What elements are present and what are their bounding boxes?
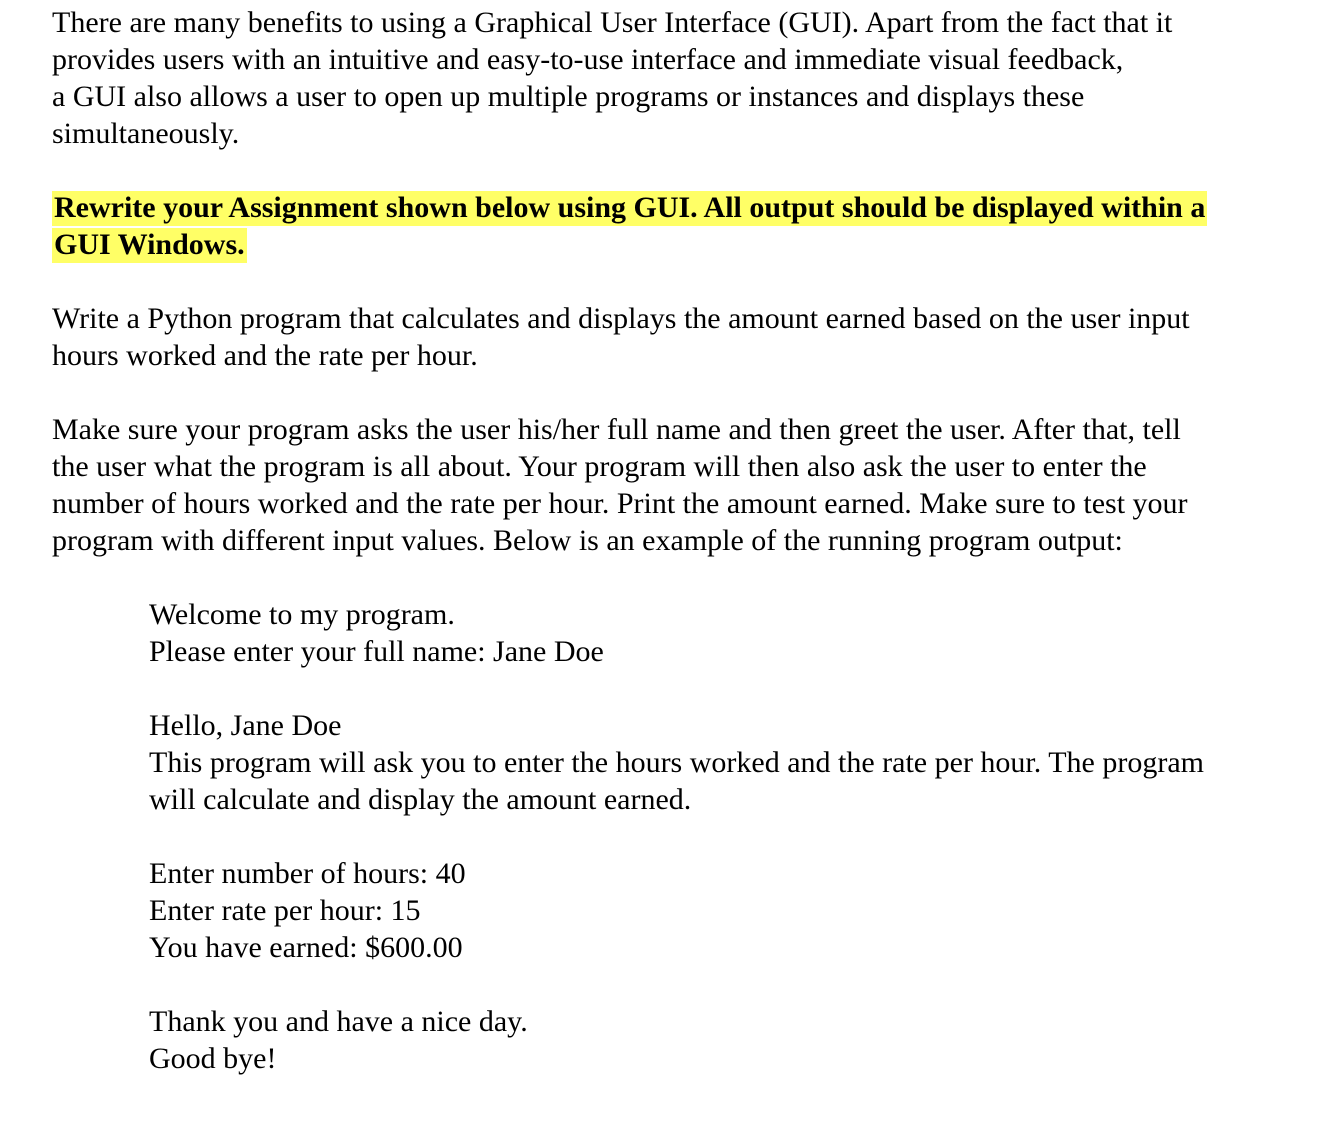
example-line: Hello, Jane Doe xyxy=(149,709,342,742)
example-line: Enter rate per hour: 15 xyxy=(149,894,421,927)
instructions-paragraph xyxy=(52,411,1292,559)
example-line: Enter number of hours: 40 xyxy=(149,857,466,890)
highlighted-line: Rewrite your Assignment shown below using GUI. All output should be displayed within a xyxy=(54,191,1206,224)
example-line: Welcome to my program. xyxy=(149,598,455,631)
example-greeting-block xyxy=(149,707,1292,818)
intro-line: provides users with an intuitive and easy-to-use interface and immediate visual feedback, xyxy=(52,43,1124,76)
example-calculation-block xyxy=(149,855,1292,966)
intro-paragraph xyxy=(52,4,1292,152)
instruction-line: program with different input values. Below is an example of the running program output: xyxy=(52,524,1123,557)
example-line: You have earned: $600.00 xyxy=(149,931,463,964)
task-line: hours worked and the rate per hour. xyxy=(52,339,478,372)
intro-line: simultaneously. xyxy=(52,117,240,150)
example-line: Good bye! xyxy=(149,1042,277,1075)
example-goodbye-block xyxy=(149,1003,1292,1077)
instruction-line: number of hours worked and the rate per hour. Print the amount earned. Make sure to test your xyxy=(52,487,1188,520)
instruction-line: Make sure your program asks the user his/her full name and then greet the user. After that, tell xyxy=(52,413,1181,446)
instruction-line: the user what the program is all about. Your program will then also ask the user to enter the xyxy=(52,450,1147,483)
example-line: Please enter your full name: Jane Doe xyxy=(149,635,604,668)
example-output xyxy=(149,596,1292,1077)
highlighted-line: GUI Windows. xyxy=(54,228,245,261)
task-line: Write a Python program that calculates and displays the amount earned based on the user input xyxy=(52,302,1190,335)
example-line: will calculate and display the amount earned. xyxy=(149,783,692,816)
document-body xyxy=(52,4,1292,1077)
highlighted-instruction xyxy=(52,189,1292,263)
intro-line: a GUI also allows a user to open up multiple programs or instances and displays these xyxy=(52,80,1085,113)
example-line: Thank you and have a nice day. xyxy=(149,1005,528,1038)
example-welcome-block xyxy=(149,596,1292,670)
task-paragraph xyxy=(52,300,1292,374)
intro-line: There are many benefits to using a Graphical User Interface (GUI). Apart from the fact that it xyxy=(52,6,1173,39)
example-line: This program will ask you to enter the hours worked and the rate per hour. The program xyxy=(149,746,1204,779)
